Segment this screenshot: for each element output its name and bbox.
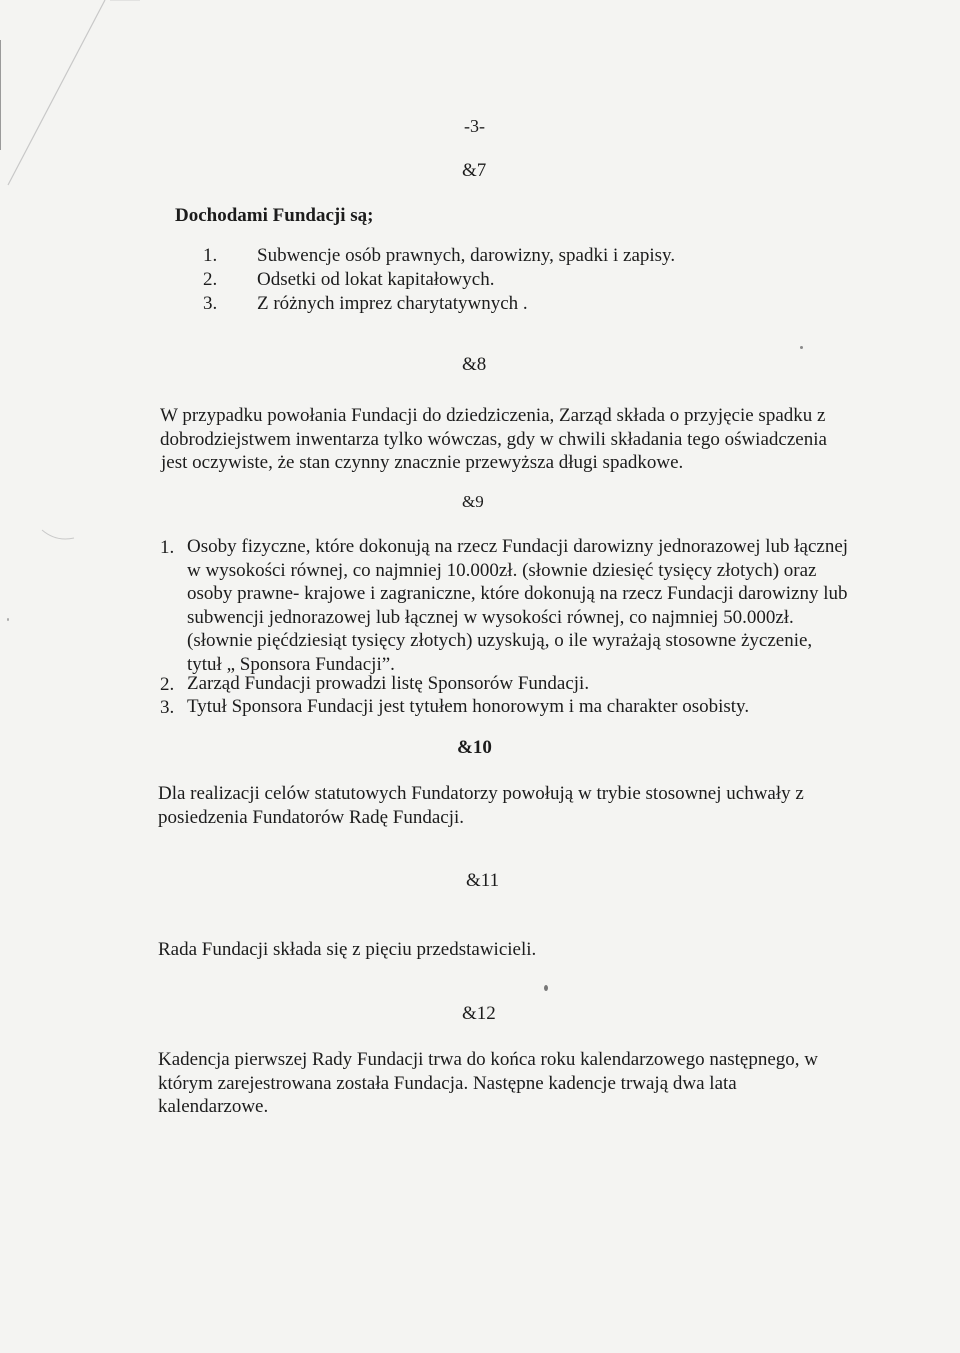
list-item-text: Odsetki od lokat kapitałowych.: [257, 269, 495, 290]
paragraph-line: W przypadku powołania Fundacji do dziedziczenia, Zarząd składa o przyjęcie spadku z: [160, 405, 826, 426]
list-item-text: [187, 672, 589, 696]
paragraph-line: Tytuł Sponsora Fundacji jest tytułem honorowym i ma charakter osobisty.: [187, 696, 750, 717]
paragraph-line: Rada Fundacji składa się z pięciu przedstawicieli.: [158, 939, 537, 960]
section-heading-7: &7: [462, 160, 487, 181]
section-heading-11: &11: [466, 870, 500, 891]
section-heading-9: &9: [462, 492, 484, 511]
list-item-number: 3.: [160, 697, 175, 718]
section-12-paragraph: [158, 1048, 818, 1119]
list-item-number: 3.: [203, 293, 218, 314]
page-number: -3-: [464, 116, 485, 136]
list-item-number: 2.: [160, 674, 175, 695]
section-10-paragraph: [158, 782, 804, 829]
section-11-paragraph: [158, 938, 536, 962]
scan-fold-mark: [0, 0, 140, 200]
list-item-text: [187, 695, 749, 719]
scan-speck: [7, 618, 9, 621]
paragraph-line: osoby prawne- krajowe i zagraniczne, które dokonują na rzecz Fundacji darowizny lub: [187, 583, 848, 604]
section-8-paragraph: [160, 404, 827, 475]
scan-speck: [800, 346, 803, 349]
paragraph-line: subwencji jednorazowej lub łącznej w wysokości równej, co najmniej 50.000zł.: [187, 606, 794, 628]
paragraph-line: którym zarejestrowana została Fundacja. Następne kadencje trwają dwa lata: [158, 1072, 737, 1094]
section-heading-10: &10: [457, 737, 492, 758]
paragraph-line: Zarząd Fundacji prowadzi listę Sponsorów Fundacji.: [187, 673, 590, 694]
section-7-lead: Dochodami Fundacji są;: [175, 205, 374, 226]
list-item-text: Z różnych imprez charytatywnych .: [257, 293, 528, 314]
paragraph-line: jest oczywiste, że stan czynny znacznie przewyższa długi spadkowe.: [161, 452, 684, 473]
paragraph-line: Osoby fizyczne, które dokonują na rzecz Fundacji darowizny jednorazowej lub łącznej: [187, 536, 849, 557]
paragraph-line: Kadencja pierwszej Rady Fundacji trwa do końca roku kalendarzowego następnego, w: [158, 1049, 819, 1070]
paragraph-line: w wysokości równej, co najmniej 10.000zł. (słownie dziesięć tysięcy złotych) oraz: [187, 559, 817, 581]
paragraph-line: Dla realizacji celów statutowych Fundatorzy powołują w trybie stosownej uchwały z: [158, 783, 804, 804]
list-item-text: [187, 535, 848, 676]
paragraph-line: kalendarzowe.: [158, 1096, 269, 1117]
section-heading-8: &8: [462, 354, 487, 375]
paragraph-line: (słownie pięćdziesiąt tysięcy złotych) uzyskują, o ile wyrażają stosowne życzenie,: [187, 630, 813, 651]
scan-mark: [40, 520, 80, 550]
paragraph-line: dobrodziejstwem inwentarza tylko wówczas, gdy w chwili składania tego oświadczenia: [160, 428, 827, 450]
paragraph-line: posiedzenia Fundatorów Radę Fundacji.: [158, 806, 465, 828]
list-item-number: 1.: [160, 537, 175, 558]
list-item-number: 2.: [203, 269, 218, 290]
scan-speck: [544, 985, 548, 991]
list-item-text: Subwencje osób prawnych, darowizny, spadki i zapisy.: [257, 245, 676, 266]
paragraph-line: tytuł „ Sponsora Fundacji”.: [187, 653, 395, 675]
section-heading-12: &12: [462, 1003, 496, 1024]
list-item-number: 1.: [203, 245, 218, 266]
